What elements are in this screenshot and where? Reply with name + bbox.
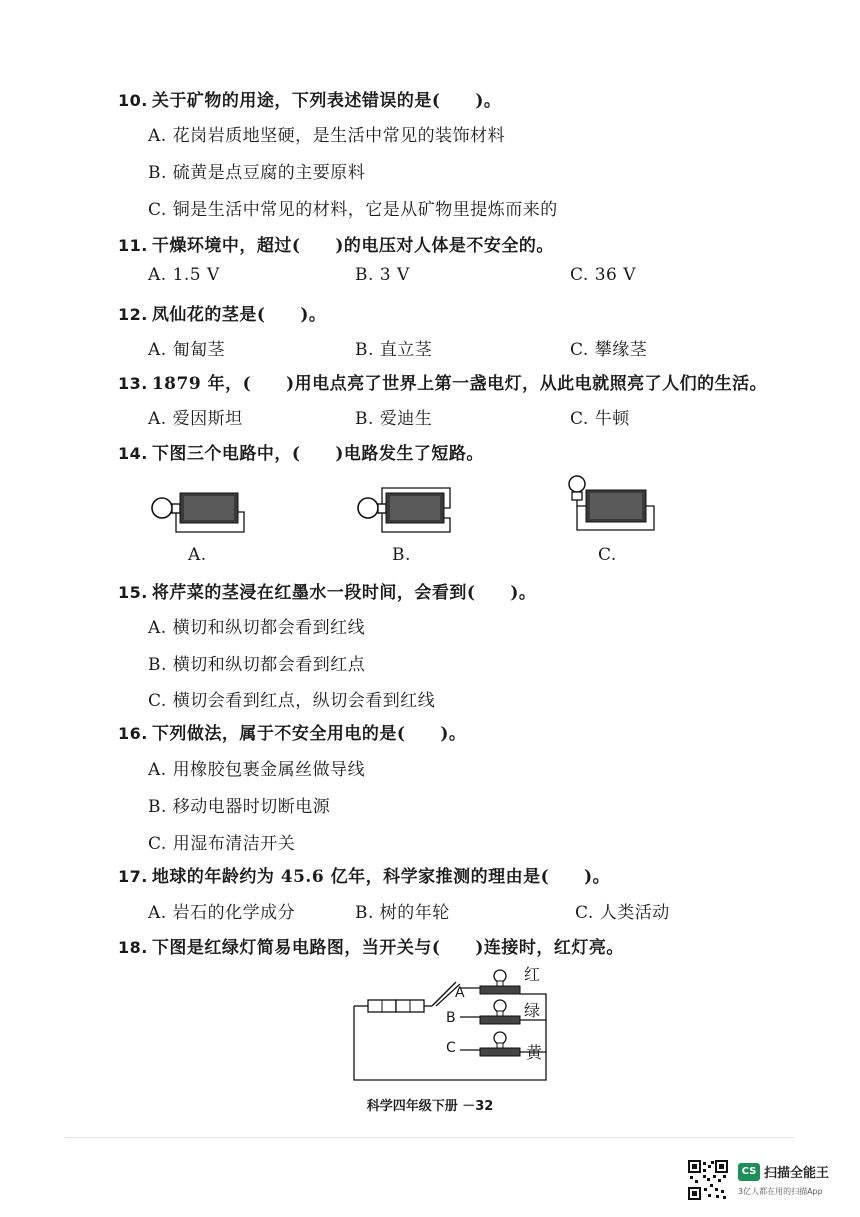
circuit-b-diagram (354, 482, 464, 542)
option-c: C. 用湿布清洁开关 (148, 834, 296, 854)
circuit-b-label: B. (392, 545, 411, 565)
question-number: 14. (118, 444, 148, 463)
question-number: 16. (118, 724, 148, 743)
question-number: 11. (118, 236, 148, 255)
lamp-label-red: 红 (524, 965, 541, 984)
switch-label-b: B (446, 1010, 457, 1026)
option-c: C. 人类活动 (575, 903, 670, 923)
question-12 (118, 300, 326, 325)
question-stem: 凤仙花的茎是( )。 (151, 305, 327, 325)
question-stem: 1879 年，( )用电点亮了世界上第一盏电灯，从此电就照亮了人们的生活。 (151, 374, 768, 394)
circuit-a-label: A. (188, 545, 207, 565)
circuit-c-diagram (562, 470, 672, 540)
question-number: 15. (118, 583, 148, 602)
question-14 (118, 439, 484, 464)
option-c: C. 铜是生活中常见的材料，它是从矿物里提炼而来的 (148, 200, 558, 220)
question-16 (118, 719, 466, 744)
option-a: A. 爱因斯坦 (148, 409, 243, 429)
circuit-c-label: C. (598, 545, 617, 565)
question-18 (118, 933, 624, 958)
question-number: 12. (118, 305, 148, 324)
option-b: B. 爱迪生 (355, 409, 433, 429)
option-c: C. 横切会看到红点，纵切会看到红线 (148, 691, 436, 711)
question-stem: 将芹菜的茎浸在红墨水一段时间，会看到( )。 (151, 583, 537, 603)
question-11 (118, 231, 554, 256)
page-footer: 科学四年级下册 －32 (366, 1099, 494, 1114)
option-b: B. 3 V (355, 265, 410, 285)
question-17 (118, 862, 610, 887)
option-b: B. 直立茎 (355, 340, 433, 360)
option-a: A. 匍匐茎 (148, 340, 226, 360)
option-c: C. 36 V (570, 265, 637, 285)
lamp-label-yellow: 黄 (526, 1043, 543, 1062)
qr-code-icon (688, 1160, 728, 1200)
question-10 (118, 86, 501, 111)
option-a: A. 1.5 V (148, 265, 220, 285)
option-a: A. 花岗岩质地坚硬，是生活中常见的装饰材料 (148, 126, 506, 146)
question-15 (118, 578, 536, 603)
option-a: A. 横切和纵切都会看到红线 (148, 618, 366, 638)
scanner-app-name: 扫描全能王 (764, 1166, 830, 1181)
question-number: 13. (118, 374, 148, 393)
option-a: A. 岩石的化学成分 (148, 903, 296, 923)
question-13 (118, 369, 767, 394)
option-b: B. 硫黄是点豆腐的主要原料 (148, 163, 366, 183)
scanner-tagline: 3亿人都在用的扫描App (738, 1187, 823, 1196)
switch-label-a: A (455, 985, 466, 1001)
question-stem: 地球的年龄约为 45.6 亿年，科学家推测的理由是( )。 (151, 867, 611, 887)
page-divider (65, 1137, 795, 1138)
circuit-a-diagram (148, 482, 258, 542)
question-stem: 下图三个电路中，( )电路发生了短路。 (151, 444, 484, 464)
option-c: C. 牛顿 (570, 409, 630, 429)
lamp-label-green: 绿 (524, 1001, 541, 1020)
option-a: A. 用橡胶包裹金属丝做导线 (148, 760, 366, 780)
option-b: B. 树的年轮 (355, 903, 450, 923)
option-b: B. 移动电器时切断电源 (148, 797, 331, 817)
switch-label-c: C (446, 1040, 457, 1056)
option-c: C. 攀缘茎 (570, 340, 648, 360)
question-stem: 干燥环境中，超过( )的电压对人体是不安全的。 (151, 236, 554, 256)
question-number: 18. (118, 938, 148, 957)
question-stem: 下列做法，属于不安全用电的是( )。 (151, 724, 467, 744)
question-number: 10. (118, 91, 148, 110)
question-stem: 下图是红绿灯简易电路图，当开关与( )连接时，红灯亮。 (151, 938, 624, 958)
question-stem: 关于矿物的用途，下列表述错误的是( )。 (151, 91, 502, 111)
question-number: 17. (118, 867, 148, 886)
cs-logo-icon: CS (738, 1163, 760, 1181)
option-b: B. 横切和纵切都会看到红点 (148, 655, 366, 675)
